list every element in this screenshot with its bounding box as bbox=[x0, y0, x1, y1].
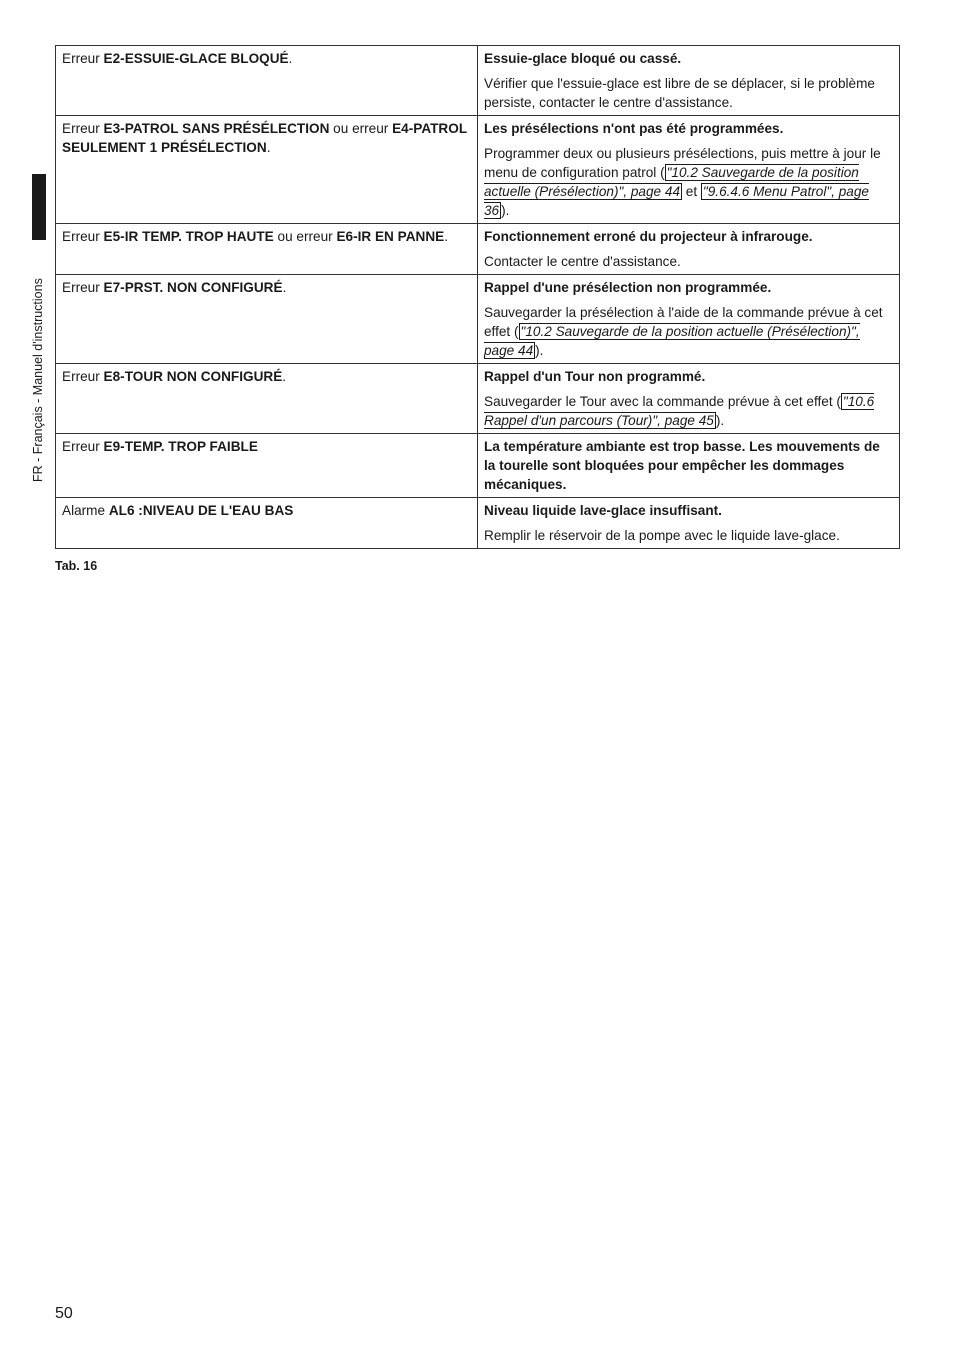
solution-body: Contacter le centre d'assistance. bbox=[484, 254, 681, 269]
error-code: E5-IR TEMP. TROP HAUTE bbox=[103, 229, 274, 244]
table-row bbox=[56, 46, 900, 116]
error-code-2: E4-PATROL SEULEMENT 1 PRÉSÉLECTION bbox=[62, 121, 467, 155]
error-cause-cell: Erreur E9-TEMP. TROP FAIBLE bbox=[56, 434, 478, 498]
solution-title: Les présélections n'ont pas été programmées. bbox=[484, 121, 784, 136]
error-cause-cell: Erreur E8-TOUR NON CONFIGURÉ. bbox=[56, 364, 478, 434]
table-row bbox=[56, 116, 900, 224]
solution-title: Niveau liquide lave-glace insuffisant. bbox=[484, 503, 722, 518]
solution-body: Programmer deux ou plusieurs présélections, puis mettre à jour le menu de configuration patrol ( "10.2 Sauvegarde de la position actuelle (Présélection)", page 44 et "9.6.4.6 Menu Patrol", page 36 ). bbox=[484, 146, 881, 218]
error-cause-cell: Erreur E7-PRST. NON CONFIGURÉ. bbox=[56, 275, 478, 364]
error-solution-cell bbox=[478, 116, 900, 224]
table-row bbox=[56, 498, 900, 549]
error-table bbox=[55, 45, 900, 549]
error-solution-cell bbox=[478, 46, 900, 116]
error-code: E3-PATROL SANS PRÉSÉLECTION bbox=[103, 121, 330, 136]
solution-title: La température ambiante est trop basse. Les mouvements de la tourelle sont bloquées pour empêcher les dommages mécaniques. bbox=[484, 439, 880, 492]
solution-title: Rappel d'un Tour non programmé. bbox=[484, 369, 706, 384]
error-code: AL6 :NIVEAU DE L'EAU BAS bbox=[108, 503, 294, 518]
solution-title: Fonctionnement erroné du projecteur à infrarouge. bbox=[484, 229, 813, 244]
error-solution-cell bbox=[478, 224, 900, 275]
error-cause-cell: Erreur E3-PATROL SANS PRÉSÉLECTION ou erreur E4-PATROL SEULEMENT 1 PRÉSÉLECTION. bbox=[56, 116, 478, 224]
table-row bbox=[56, 224, 900, 275]
error-cause-cell: Erreur E2-ESSUIE-GLACE BLOQUÉ. bbox=[56, 46, 478, 116]
error-code: E9-TEMP. TROP FAIBLE bbox=[103, 439, 258, 454]
solution-body: Vérifier que l'essuie-glace est libre de se déplacer, si le problème persiste, contacter le centre d'assistance. bbox=[484, 76, 875, 110]
section-marker-bar bbox=[32, 174, 46, 240]
page-number: 50 bbox=[55, 1305, 73, 1322]
solution-body: Remplir le réservoir de la pompe avec le liquide lave-glace. bbox=[484, 528, 840, 543]
cross-reference-link[interactable]: "10.2 Sauvegarde de la position actuelle (Présélection)", page 44 bbox=[484, 165, 859, 199]
error-cause-cell: Erreur E5-IR TEMP. TROP HAUTE ou erreur E6-IR EN PANNE. bbox=[56, 224, 478, 275]
error-code: E8-TOUR NON CONFIGURÉ bbox=[103, 369, 283, 384]
error-code: E7-PRST. NON CONFIGURÉ bbox=[103, 280, 283, 295]
error-solution-cell bbox=[478, 364, 900, 434]
table-row bbox=[56, 434, 900, 498]
cross-reference-link[interactable]: "10.6 Rappel d'un parcours (Tour)", page 45 bbox=[484, 394, 875, 428]
solution-body: Sauvegarder la présélection à l'aide de la commande prévue à cet effet ( "10.2 Sauvegarde de la position actuelle (Présélection)", page 44 ). bbox=[484, 305, 883, 358]
solution-body: Sauvegarder le Tour avec la commande prévue à cet effet ( "10.6 Rappel d'un parcours (Tour)", page 45 ). bbox=[484, 394, 875, 428]
error-solution-cell bbox=[478, 275, 900, 364]
sidebar-language-label: FR - Français - Manuel d'instructions bbox=[31, 278, 45, 482]
cross-reference-link[interactable]: "10.2 Sauvegarde de la position actuelle (Présélection)", page 44 bbox=[484, 324, 860, 358]
error-code: E2-ESSUIE-GLACE BLOQUÉ bbox=[103, 51, 289, 66]
error-solution-cell bbox=[478, 498, 900, 549]
table-row bbox=[56, 364, 900, 434]
error-code-2: E6-IR EN PANNE bbox=[336, 229, 445, 244]
table-row bbox=[56, 275, 900, 364]
error-cause-cell: Alarme AL6 :NIVEAU DE L'EAU BAS bbox=[56, 498, 478, 549]
cross-reference-link[interactable]: "9.6.4.6 Menu Patrol", page 36 bbox=[484, 184, 869, 218]
table-caption: Tab. 16 bbox=[55, 559, 98, 573]
solution-title: Essuie-glace bloqué ou cassé. bbox=[484, 51, 682, 66]
error-solution-cell bbox=[478, 434, 900, 498]
solution-title: Rappel d'une présélection non programmée. bbox=[484, 280, 772, 295]
